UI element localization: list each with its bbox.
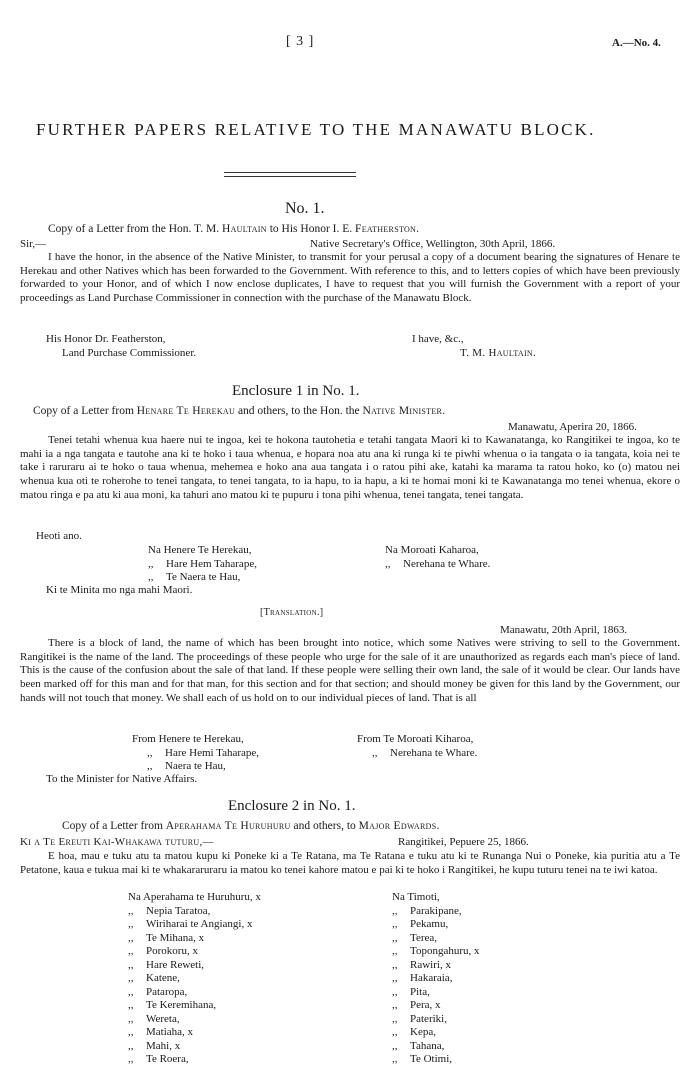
signatory: ,, Nepia Taratoa, — [128, 904, 211, 917]
no1-closing: I have, &c., — [412, 333, 464, 345]
signatory: ,, Pera, x — [392, 999, 441, 1011]
no1-heading: No. 1. — [285, 200, 325, 217]
enc1-caption-mid: and others, to the Hon. the — [235, 405, 363, 417]
signatory: ,, Wiriharai te Angiangi, x — [128, 918, 253, 930]
signatory: ,, Porokoru, x — [128, 945, 198, 957]
signatory: ,, Mahi, x — [128, 1039, 181, 1052]
enc2-caption-mid: and others, to — [290, 820, 359, 832]
no1-caption-end: . — [416, 223, 420, 235]
enc1-addressee: Ki te Minita mo nga mahi Maori. — [46, 584, 193, 596]
signatory: ,, Te Mihana, x — [128, 931, 205, 944]
signatory: ,, Pataropa, — [128, 985, 188, 998]
signature-line: ,, Hare Hem Taharape, — [148, 557, 257, 570]
enc1-maori-text — [20, 434, 680, 503]
signatory: ,, Hakaraia, — [392, 972, 453, 984]
enc2-place-date: Rangitikei, Pepuere 25, 1866. — [398, 836, 529, 848]
enc1-signatures-right — [385, 544, 490, 571]
signatory: ,, Te Keremihana, — [128, 999, 217, 1011]
enc2-caption-end: . — [436, 820, 440, 832]
signature-line: ,, Hare Hemi Taharape, — [147, 746, 260, 759]
signatory: ,, Rawiri, x — [392, 958, 451, 971]
title-rule-top — [224, 172, 356, 173]
signature-line: From Te Moroati Kiharoa, — [357, 733, 474, 745]
enc1-caption-pre: Copy of a Letter from — [33, 405, 137, 417]
enc2-caption-name: Aperahama Te Huruhuru — [165, 820, 291, 832]
no1-body-paragraph: I have the honor, in the absence of the Native Minister, to transmit for your perusal a copy of a document bearing the signatures of Henare te Herekau and other Natives which has been forwarded to the Government. With reference to this, and to letters copies of which have been previously forwarded to your Honor, and of which I now enclose duplicates, I have to request that you will furnish the Government with a report of your proceedings as Land Purchase Commissioner in connection with the purchase of the Manawatu Block. — [20, 251, 680, 305]
enc1-translation-addressee: To the Minister for Native Affairs. — [46, 773, 198, 785]
signatory: ,, Pateriki, — [392, 1012, 447, 1025]
signatory: Na Timoti, — [392, 891, 440, 903]
no1-caption-name1: Haultain — [221, 223, 267, 235]
signatory: ,, Parakipane, — [392, 904, 462, 917]
enc1-caption-office: Native Minister — [362, 405, 443, 417]
signatory: ,, Pekamu, — [392, 918, 449, 930]
no1-addressee-line2: Land Purchase Commissioner. — [62, 347, 197, 359]
title-rule-bottom — [224, 176, 356, 177]
main-title: FURTHER PAPERS RELATIVE TO THE MANAWATU BLOCK. — [36, 120, 596, 139]
enc2-caption — [62, 820, 439, 832]
signature-line: Na Moroati Kaharoa, — [385, 544, 479, 556]
signatory: ,, Wereta, — [128, 1012, 180, 1025]
signatory: ,, Katene, — [128, 972, 180, 984]
enc2-salutation: Ki a Te Ereuti Kai-Whakawa tuturu,— — [20, 836, 214, 848]
no1-salutation: Sir,— — [20, 238, 47, 250]
signatory: ,, Pita, — [392, 985, 430, 998]
no1-caption-name2: Featherston — [355, 223, 417, 235]
no1-caption-pre: Copy of a Letter from the Hon. T. M. — [48, 223, 222, 235]
enc1-signatures-left — [148, 544, 257, 585]
signature-line: From Henere te Herekau, — [132, 733, 244, 745]
signature-line: Na Henere Te Herekau, — [148, 544, 252, 556]
enc2-caption-to: Major Edwards — [358, 820, 437, 832]
signatory: ,, Te Otimi, — [392, 1053, 453, 1065]
signatory: ,, Topongahuru, x — [392, 945, 480, 957]
no1-signature: T. M. Haultain. — [460, 347, 537, 359]
signature-line: ,, Nerehana te Whare. — [372, 746, 478, 759]
enc1-translation-signatures-left — [132, 733, 259, 774]
enc2-caption-pre: Copy of a Letter from — [62, 820, 166, 832]
signatory: ,, Matiaha, x — [128, 1026, 194, 1038]
enc1-heading: Enclosure 1 in No. 1. — [232, 383, 360, 399]
page-number: [ 3 ] — [286, 34, 315, 49]
signatory: ,, Terea, — [392, 931, 438, 944]
no1-caption — [48, 223, 419, 235]
enc2-maori-text — [20, 850, 680, 877]
signatory: Na Aperahama te Huruhuru, x — [128, 891, 261, 903]
enc1-caption-end: . — [442, 405, 446, 417]
no1-body — [20, 251, 680, 306]
no1-addressee-line1: His Honor Dr. Featherston, — [46, 333, 166, 345]
enc1-translation-text — [20, 637, 680, 706]
document-reference: A.—No. 4. — [612, 37, 661, 49]
signature-line: ,, Naera te Hau, — [147, 760, 226, 772]
enc1-place-date: Manawatu, Aperira 20, 1866. — [508, 421, 637, 433]
enc1-heoti: Heoti ano. — [36, 530, 82, 542]
no1-caption-mid: to His Honor I. E. — [266, 223, 356, 235]
signatory: ,, Hare Reweti, — [128, 958, 205, 971]
enc1-translation-place-date: Manawatu, 20th April, 1863. — [500, 624, 628, 636]
signatory: ,, Tahana, — [392, 1039, 445, 1052]
enc1-translation-signatures-right — [357, 733, 477, 760]
enc1-translation-label: [Translation.] — [260, 607, 324, 618]
signature-line: ,, Nerehana te Whare. — [385, 557, 491, 570]
signatory: ,, Te Roera, — [128, 1053, 189, 1065]
no1-address-line: Native Secretary's Office, Wellington, 30th April, 1866. — [310, 238, 556, 250]
enc1-translation-paragraph: There is a block of land, the name of which has been brought into notice, which some Natives were striving to sell to the Government. Rangitikei is the name of the land. The proceedings of these people who urge for the sale of it are unauthorized as regards each man's piece of land. This is the cause of the confusion about the sale of that land. If these people were selling their own land, the sale of it would be clear. Our lands have been marked off for this man and for that man, for this section and for that section; and should money be given for this land by the Government, our hands will not touch that money. We shall each of us hold on to our individual pieces of land. That is all — [20, 637, 680, 704]
enc2-names-right — [392, 891, 480, 1067]
enc2-heading: Enclosure 2 in No. 1. — [228, 798, 356, 814]
signatory: ,, Kepa, — [392, 1026, 436, 1038]
enc2-maori-paragraph: E hoa, mau e tuku atu ta matou kupu ki Poneke ki a Te Ratana, ma Te Ratana e tuku atu ki te Runanga Nui o Poneke, kia puritia atu a Te Petatone, kaua e tukua mai ki te whakararuraru ia matou ko tenei kahore matou e pai ki te hoko i Rangitikei, he kupu tuturu tenei na te iwi katoa. — [20, 850, 680, 876]
enc1-caption — [33, 405, 445, 417]
enc1-caption-name: Henare Te Herekau — [136, 405, 236, 417]
enc1-maori-paragraph: Tenei tetahi whenua kua haere nui te ingoa, kei te hokona tautohetia e tetahi tangata Maori ki to Kawanatanga, ko Rangitikei te ingoa, ko te mahi ia a nga tangata e tautohe ana ki te hoko i taua whenua, e hopara noa atu ana ki runga ki te piwhi whenua o ia tangata o ia tangata, koia nei te take i raruraru ai te hoko o taua whenua, mehemea e hoko ana aua tangata i o ratou pihi ake, katahi ka marama ta ratou hoko, ko (o) matou nei whenua kua oti te roherohe to tenei tangata, to tenei tangata, to ia hapu, to ia hapu, a ki te homai moni ki te Kawanatanga mo tenei whenua, ekore o matou ringa e pa atu ki aua moni, ka tahuri ano matou ki te pupuru i tona pihi whenua, tenei tangata, tenei tangata. — [20, 434, 680, 501]
enc2-names-left — [128, 891, 261, 1067]
signature-line: ,, Te Naera te Hau, — [148, 571, 241, 583]
